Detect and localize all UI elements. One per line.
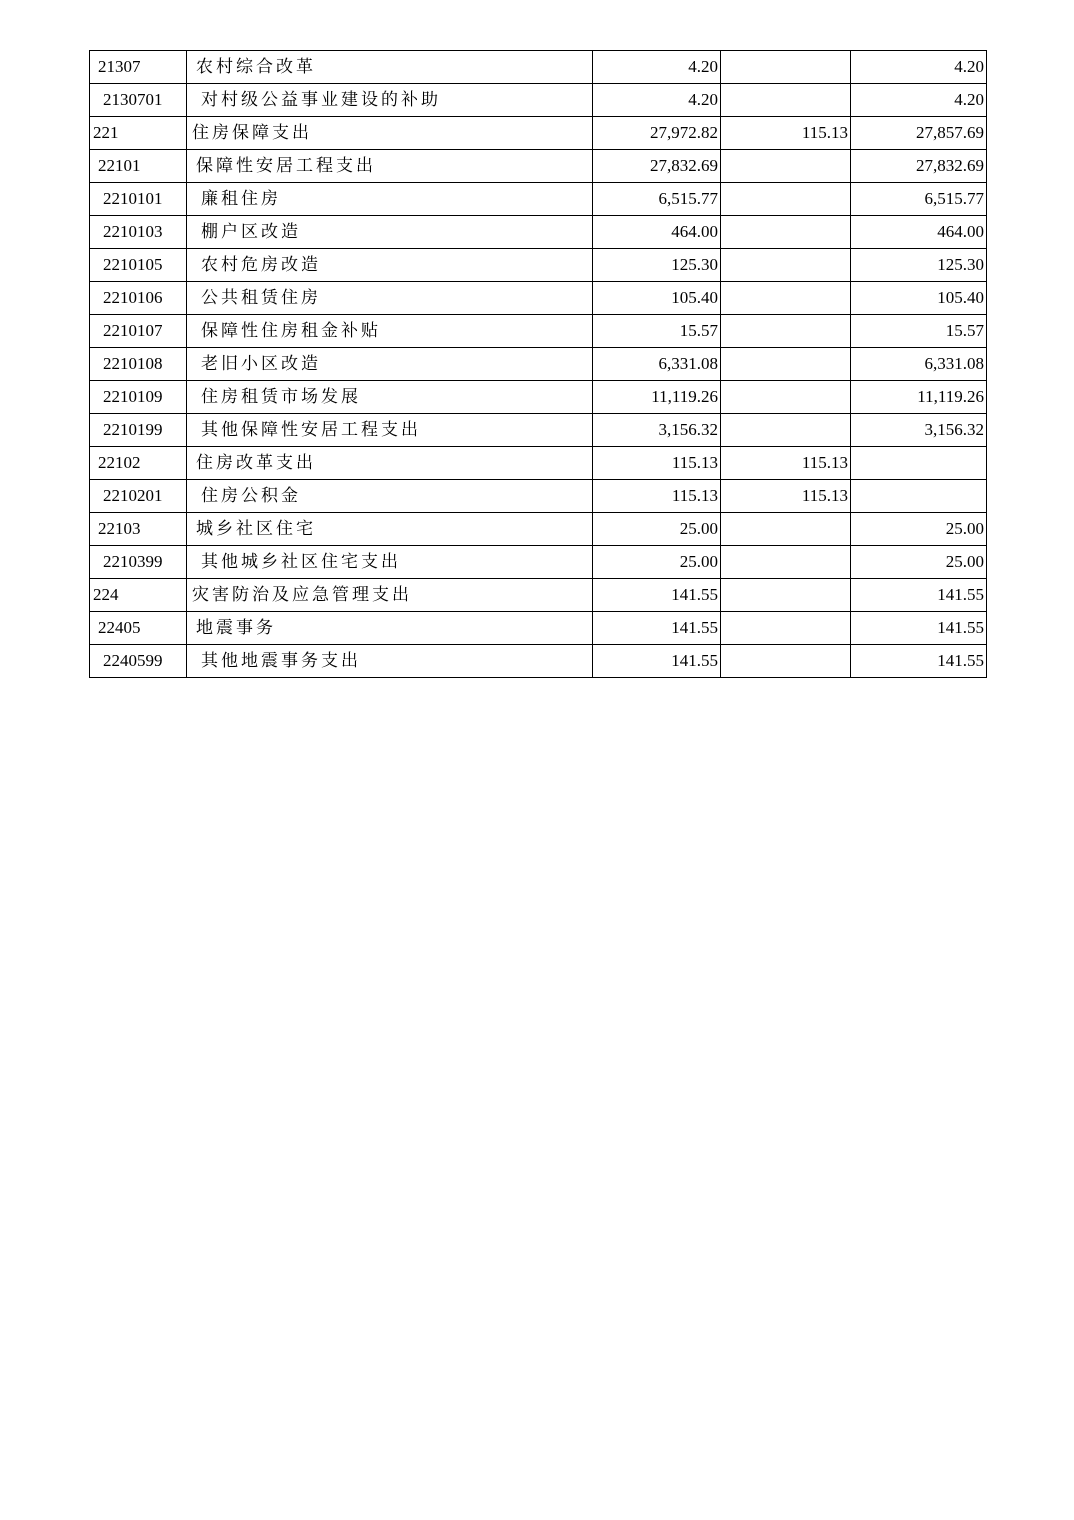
subject-code-cell: 22102 <box>90 447 187 480</box>
basic-expenditure-cell <box>721 513 851 546</box>
project-expenditure-cell: 141.55 <box>851 612 987 645</box>
project-expenditure-cell <box>851 447 987 480</box>
total-amount-cell: 105.40 <box>593 282 721 315</box>
table-row <box>90 447 987 480</box>
subject-name-cell: 公共租赁住房 <box>187 282 593 315</box>
basic-expenditure-cell <box>721 216 851 249</box>
total-amount-cell: 11,119.26 <box>593 381 721 414</box>
total-amount-cell: 141.55 <box>593 645 721 678</box>
table-row <box>90 513 987 546</box>
subject-code-cell: 2210103 <box>90 216 187 249</box>
project-expenditure-cell <box>851 480 987 513</box>
subject-code-cell: 2210199 <box>90 414 187 447</box>
subject-code-cell: 22101 <box>90 150 187 183</box>
project-expenditure-cell: 11,119.26 <box>851 381 987 414</box>
subject-code-cell: 2210201 <box>90 480 187 513</box>
table-row <box>90 612 987 645</box>
total-amount-cell: 6,331.08 <box>593 348 721 381</box>
subject-name-cell: 老旧小区改造 <box>187 348 593 381</box>
subject-name-cell: 城乡社区住宅 <box>187 513 593 546</box>
basic-expenditure-cell <box>721 612 851 645</box>
subject-code-cell: 2210108 <box>90 348 187 381</box>
subject-code-cell: 2130701 <box>90 84 187 117</box>
project-expenditure-cell: 25.00 <box>851 513 987 546</box>
subject-code-cell: 2210101 <box>90 183 187 216</box>
total-amount-cell: 125.30 <box>593 249 721 282</box>
project-expenditure-cell: 141.55 <box>851 579 987 612</box>
subject-code-cell: 2210107 <box>90 315 187 348</box>
subject-code-cell: 2240599 <box>90 645 187 678</box>
table-row <box>90 381 987 414</box>
subject-name-cell: 廉租住房 <box>187 183 593 216</box>
subject-name-cell: 农村危房改造 <box>187 249 593 282</box>
total-amount-cell: 3,156.32 <box>593 414 721 447</box>
subject-name-cell: 棚户区改造 <box>187 216 593 249</box>
subject-name-cell: 保障性住房租金补贴 <box>187 315 593 348</box>
project-expenditure-cell: 4.20 <box>851 51 987 84</box>
subject-code-cell: 22405 <box>90 612 187 645</box>
subject-name-cell: 农村综合改革 <box>187 51 593 84</box>
table-row <box>90 84 987 117</box>
project-expenditure-cell: 27,857.69 <box>851 117 987 150</box>
table-row <box>90 117 987 150</box>
total-amount-cell: 25.00 <box>593 546 721 579</box>
table-row <box>90 183 987 216</box>
total-amount-cell: 27,972.82 <box>593 117 721 150</box>
budget-table-container <box>89 50 986 678</box>
basic-expenditure-cell <box>721 414 851 447</box>
total-amount-cell: 464.00 <box>593 216 721 249</box>
basic-expenditure-cell <box>721 249 851 282</box>
project-expenditure-cell: 27,832.69 <box>851 150 987 183</box>
total-amount-cell: 115.13 <box>593 480 721 513</box>
project-expenditure-cell: 464.00 <box>851 216 987 249</box>
subject-name-cell: 其他城乡社区住宅支出 <box>187 546 593 579</box>
basic-expenditure-cell <box>721 84 851 117</box>
table-row <box>90 348 987 381</box>
project-expenditure-cell: 6,331.08 <box>851 348 987 381</box>
subject-name-cell: 其他保障性安居工程支出 <box>187 414 593 447</box>
subject-code-cell: 21307 <box>90 51 187 84</box>
project-expenditure-cell: 105.40 <box>851 282 987 315</box>
basic-expenditure-cell <box>721 51 851 84</box>
basic-expenditure-cell: 115.13 <box>721 117 851 150</box>
table-row <box>90 546 987 579</box>
subject-code-cell: 22103 <box>90 513 187 546</box>
budget-table-body <box>90 51 987 678</box>
project-expenditure-cell: 3,156.32 <box>851 414 987 447</box>
basic-expenditure-cell <box>721 579 851 612</box>
total-amount-cell: 27,832.69 <box>593 150 721 183</box>
subject-name-cell: 灾害防治及应急管理支出 <box>187 579 593 612</box>
table-row <box>90 216 987 249</box>
total-amount-cell: 141.55 <box>593 579 721 612</box>
subject-code-cell: 2210399 <box>90 546 187 579</box>
subject-code-cell: 2210105 <box>90 249 187 282</box>
total-amount-cell: 15.57 <box>593 315 721 348</box>
subject-name-cell: 住房保障支出 <box>187 117 593 150</box>
basic-expenditure-cell: 115.13 <box>721 447 851 480</box>
basic-expenditure-cell <box>721 282 851 315</box>
basic-expenditure-cell <box>721 645 851 678</box>
table-row <box>90 282 987 315</box>
subject-name-cell: 住房改革支出 <box>187 447 593 480</box>
total-amount-cell: 25.00 <box>593 513 721 546</box>
subject-code-cell: 224 <box>90 579 187 612</box>
total-amount-cell: 4.20 <box>593 51 721 84</box>
table-row <box>90 51 987 84</box>
subject-name-cell: 其他地震事务支出 <box>187 645 593 678</box>
total-amount-cell: 115.13 <box>593 447 721 480</box>
subject-name-cell: 住房公积金 <box>187 480 593 513</box>
basic-expenditure-cell <box>721 150 851 183</box>
project-expenditure-cell: 6,515.77 <box>851 183 987 216</box>
budget-table <box>89 50 987 678</box>
table-row <box>90 414 987 447</box>
basic-expenditure-cell <box>721 183 851 216</box>
basic-expenditure-cell <box>721 348 851 381</box>
subject-code-cell: 221 <box>90 117 187 150</box>
table-row <box>90 645 987 678</box>
basic-expenditure-cell <box>721 381 851 414</box>
basic-expenditure-cell <box>721 315 851 348</box>
total-amount-cell: 141.55 <box>593 612 721 645</box>
table-row <box>90 480 987 513</box>
subject-name-cell: 保障性安居工程支出 <box>187 150 593 183</box>
subject-code-cell: 2210109 <box>90 381 187 414</box>
subject-code-cell: 2210106 <box>90 282 187 315</box>
table-row <box>90 579 987 612</box>
subject-name-cell: 对村级公益事业建设的补助 <box>187 84 593 117</box>
project-expenditure-cell: 25.00 <box>851 546 987 579</box>
subject-name-cell: 住房租赁市场发展 <box>187 381 593 414</box>
project-expenditure-cell: 141.55 <box>851 645 987 678</box>
table-row <box>90 315 987 348</box>
project-expenditure-cell: 4.20 <box>851 84 987 117</box>
basic-expenditure-cell <box>721 546 851 579</box>
table-row <box>90 249 987 282</box>
table-row <box>90 150 987 183</box>
total-amount-cell: 6,515.77 <box>593 183 721 216</box>
basic-expenditure-cell: 115.13 <box>721 480 851 513</box>
subject-name-cell: 地震事务 <box>187 612 593 645</box>
total-amount-cell: 4.20 <box>593 84 721 117</box>
project-expenditure-cell: 125.30 <box>851 249 987 282</box>
project-expenditure-cell: 15.57 <box>851 315 987 348</box>
